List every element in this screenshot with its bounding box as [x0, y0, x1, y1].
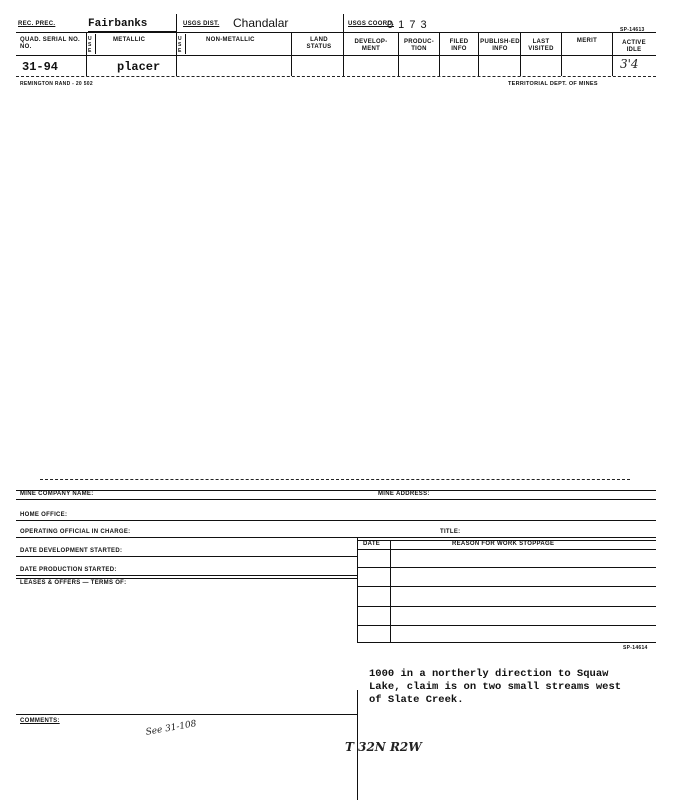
col-filed-info: FILED INFO: [449, 39, 469, 52]
usgs-coord-value: 0 1 7 3: [387, 19, 428, 31]
operating-official-label: OPERATING OFFICIAL IN CHARGE:: [20, 529, 131, 535]
serial-value: 31-94: [22, 60, 59, 74]
rec-prec-value: Fairbanks: [88, 18, 148, 30]
home-office-label: HOME OFFICE:: [20, 512, 68, 518]
date-development-label: DATE DEVELOPMENT STARTED:: [20, 548, 123, 554]
col-merit: MERIT: [576, 38, 598, 44]
form-code-bottom: SP-14614: [623, 645, 648, 651]
comments-line-3: of Slate Creek.: [369, 694, 464, 706]
comments-label: COMMENTS:: [20, 718, 60, 724]
comments-line-1: 1000 in a northerly direction to Squaw: [369, 668, 609, 680]
mine-address-label: MINE ADDRESS:: [378, 491, 430, 497]
col-development: DEVELOP-MENT: [354, 39, 388, 52]
col-last-visited: LAST VISITED: [528, 39, 554, 52]
form-code-top: SP-14613: [620, 27, 645, 33]
stoppage-reason-header: REASON FOR WORK STOPPAGE: [452, 541, 555, 547]
col-published-info: PUBLISH-ED INFO: [480, 39, 520, 52]
col-metallic: METALLIC: [113, 37, 146, 43]
stoppage-date-header: DATE: [363, 541, 381, 547]
col-non-metallic: NON-METALLIC: [206, 37, 255, 43]
col-use-2: USE: [178, 36, 182, 54]
col-active-idle: ACTIVE IDLE: [622, 40, 646, 53]
col-land-status: LAND STATUS: [306, 37, 332, 50]
usgs-dist-value: Chandalar: [233, 16, 289, 30]
metallic-value: placer: [117, 60, 161, 74]
date-production-label: DATE PRODUCTION STARTED:: [20, 567, 117, 573]
usgs-dist-label: USGS DIST.: [183, 21, 220, 27]
footer-right: TERRITORIAL DEPT. OF MINES: [508, 81, 598, 87]
handwritten-see-note: See 31-108: [145, 719, 198, 738]
col-quad-serial: QUAD. SERIAL NO. NO.: [20, 37, 81, 50]
rec-prec-label: REC. PREC.: [18, 21, 56, 27]
active-idle-mark: 3'4: [620, 57, 639, 71]
comments-line-2: Lake, claim is on two small streams west: [369, 681, 622, 693]
comments-text: [369, 668, 621, 707]
footer-left: REMINGTON RAND - 20 502: [20, 81, 93, 87]
leases-label: LEASES & OFFERS — TERMS OF:: [20, 580, 127, 586]
col-use-1: USE: [88, 36, 92, 54]
usgs-coord-label: USGS COORD.: [348, 21, 394, 27]
mine-company-label: MINE COMPANY NAME:: [20, 491, 94, 497]
handwritten-township: T 32N R2W: [345, 740, 422, 754]
col-production: PRODUC-TION: [403, 39, 435, 52]
title-label: TITLE:: [440, 529, 461, 535]
